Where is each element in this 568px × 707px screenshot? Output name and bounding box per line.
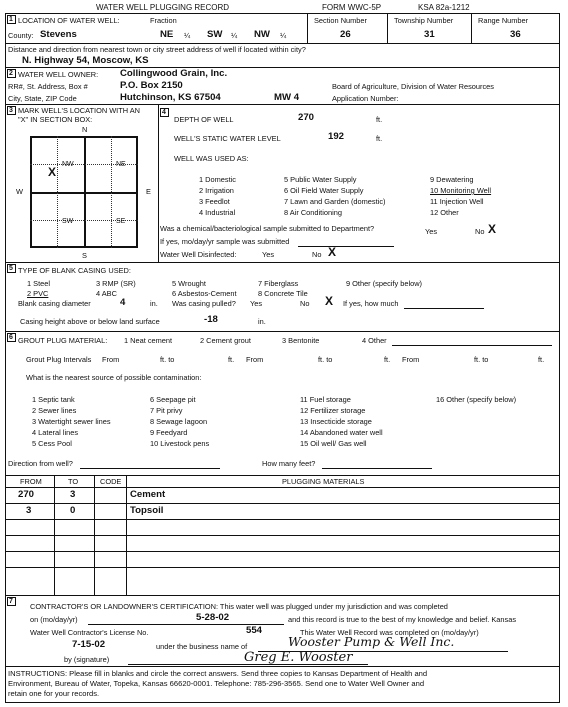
certification-text: CONTRACTOR'S OR LANDOWNER'S CERTIFICATION: This water well was plugged under my jurisdiction and was completed (30, 602, 448, 611)
source-9[interactable]: 9 Feedyard (150, 428, 188, 437)
casing-pulled-label: Was casing pulled? (172, 299, 236, 308)
table-row-1-from[interactable]: 270 (18, 489, 35, 500)
owner-label: WATER WELL OWNER: (18, 70, 99, 79)
disinfected-no[interactable]: No (312, 250, 322, 259)
quadrant-ne: NE (116, 161, 126, 168)
source-3[interactable]: 3 Watertight sewer lines (32, 417, 111, 426)
casing-type-label: TYPE OF BLANK CASING USED: (18, 266, 131, 275)
quarter-mark-2: ¼ (231, 31, 238, 40)
table-header-to: TO (68, 477, 79, 486)
township-value[interactable]: 31 (424, 29, 435, 40)
table-header-code: CODE (100, 477, 122, 486)
range-value[interactable]: 36 (510, 29, 521, 40)
table-row-2-from[interactable]: 3 (26, 505, 32, 516)
interval-3-ft: ft. (538, 355, 545, 364)
mw-value[interactable]: MW 4 (274, 92, 300, 103)
section-5-number: 5 (7, 264, 16, 273)
grout-4[interactable]: 4 Other (362, 336, 387, 345)
casing-2-selected[interactable]: 2 PVC (27, 289, 49, 298)
distance-label: Distance and direction from nearest town or city street address of well if located within city? (8, 45, 306, 54)
casing-3[interactable]: 3 RMP (SR) (96, 279, 136, 288)
interval-2-to: ft. to (318, 355, 333, 364)
grout-material-label: GROUT PLUG MATERIAL: (18, 336, 108, 345)
section-value[interactable]: 26 (340, 29, 351, 40)
address-value[interactable]: P.O. Box 2150 (120, 80, 183, 91)
table-header-materials: PLUGGING MATERIALS (282, 477, 365, 486)
use-1[interactable]: 1 Domestic (199, 175, 236, 184)
casing-height-value[interactable]: -18 (204, 314, 218, 325)
static-level-unit: ft. (376, 134, 383, 143)
use-3[interactable]: 3 Feedlot (199, 197, 230, 206)
source-8[interactable]: 8 Sewage lagoon (150, 417, 208, 426)
casing-diameter-label: Blank casing diameter (18, 299, 91, 308)
instructions-line-1: INSTRUCTIONS: Please fill in blanks and circle the correct answers. Send three copies to Kansas Department of Health and (8, 669, 428, 678)
record-date[interactable]: 7-15-02 (72, 639, 106, 650)
how-many-feet-label: How many feet? (262, 459, 316, 468)
casing-1[interactable]: 1 Steel (27, 279, 51, 288)
south-label: S (82, 251, 87, 260)
form-number: FORM WWC-5P (322, 3, 382, 12)
casing-4[interactable]: 4 ABC (96, 289, 117, 298)
source-16[interactable]: 16 Other (specify below) (436, 395, 517, 404)
instructions-line-3: retain one for your records. (8, 689, 100, 698)
casing-pulled-yes[interactable]: Yes (250, 299, 263, 308)
fraction-label: Fraction (150, 16, 177, 25)
use-10-selected[interactable]: 10 Monitoring Well (430, 186, 492, 195)
range-label: Range Number (478, 16, 529, 25)
owner-value[interactable]: Collingwood Grain, Inc. (120, 68, 228, 79)
section-4-number: 4 (160, 108, 169, 117)
interval-1-from: From (102, 355, 120, 364)
board-label: Board of Agriculture, Division of Water Resources (332, 82, 494, 91)
location-label: LOCATION OF WATER WELL: (18, 16, 120, 25)
section-6-number: 6 (7, 333, 16, 342)
form-title: WATER WELL PLUGGING RECORD (96, 3, 230, 12)
interval-2-ft: ft. (384, 355, 391, 364)
source-15[interactable]: 15 Oil well/ Gas well (300, 439, 367, 448)
record-completed-label: This Water Well Record was completed on (mo/day/yr) (300, 628, 479, 637)
table-header-from: FROM (20, 477, 42, 486)
source-13[interactable]: 13 Insecticide storage (300, 417, 372, 426)
license-value[interactable]: 554 (246, 625, 263, 636)
completed-on-label: on (mo/day/yr) (30, 615, 78, 624)
use-4[interactable]: 4 Industrial (199, 208, 236, 217)
use-5[interactable]: 5 Public Water Supply (284, 175, 357, 184)
static-level-value[interactable]: 192 (328, 131, 345, 142)
section-1-number: 1 (7, 15, 16, 24)
use-9[interactable]: 9 Dewatering (430, 175, 474, 184)
table-row-1-to[interactable]: 3 (70, 489, 76, 500)
casing-pulled-no[interactable]: No (300, 299, 310, 308)
disinfected-yes[interactable]: Yes (262, 250, 275, 259)
casing-7[interactable]: 7 Fiberglass (258, 279, 299, 288)
interval-1-ft: ft. (228, 355, 235, 364)
casing-diameter-unit: in. (150, 299, 158, 308)
quadrant-se: SE (116, 218, 126, 225)
township-label: Township Number (394, 16, 454, 25)
address-label: RR#, St. Address, Box # (8, 82, 88, 91)
section-2-number: 2 (7, 69, 16, 78)
casing-8[interactable]: 8 Concrete Tile (258, 289, 308, 298)
city-value[interactable]: Hutchinson, KS 67504 (120, 92, 221, 103)
county-value[interactable]: Stevens (40, 29, 77, 40)
table-row-1-material[interactable]: Cement (130, 489, 166, 500)
mark-location-label-1: MARK WELL'S LOCATION WITH AN (18, 106, 141, 115)
contamination-question: What is the nearest source of possible contamination: (26, 373, 202, 382)
instructions-line-2: Environment, Bureau of Water, Topeka, Kansas 66620-0001. Telephone: 785-296-3565. Send one to Water Well Owner and (8, 679, 425, 688)
source-1[interactable]: 1 Septic tank (32, 395, 75, 404)
casing-height-unit: in. (258, 317, 266, 326)
quarter-mark-3: ¼ (280, 31, 287, 40)
source-6[interactable]: 6 Seepage pit (150, 395, 196, 404)
grout-intervals-label: Grout Plug Intervals (26, 355, 92, 364)
casing-diameter-value[interactable]: 4 (120, 297, 126, 308)
static-level-label: WELL'S STATIC WATER LEVEL (174, 134, 281, 143)
chem-sample-question: Was a chemical/bacteriological sample submitted to Department? (160, 224, 375, 233)
business-name-label: under the business name of (156, 642, 248, 651)
quadrant-nw: NW (62, 161, 74, 168)
source-4[interactable]: 4 Lateral lines (32, 428, 79, 437)
west-label: W (16, 187, 23, 196)
chem-no-mark[interactable]: X (488, 222, 497, 236)
grout-2[interactable]: 2 Cement grout (200, 336, 251, 345)
disinfected-label: Water Well Disinfected: (160, 250, 237, 259)
source-12[interactable]: 12 Fertilizer storage (300, 406, 366, 415)
quarter-mark-1: ¼ (184, 31, 191, 40)
quarter-1[interactable]: NE (160, 29, 174, 40)
source-10[interactable]: 10 Livestock pens (150, 439, 210, 448)
use-12[interactable]: 12 Other (430, 208, 459, 217)
interval-2-from: From (246, 355, 264, 364)
quarter-2[interactable]: SW (207, 29, 223, 40)
quarter-3[interactable]: NW (254, 29, 270, 40)
source-5[interactable]: 5 Cess Pool (32, 439, 72, 448)
direction-label: Direction from well? (8, 459, 73, 468)
signature[interactable]: Greg E. Wooster (244, 650, 353, 665)
source-14[interactable]: 14 Abandoned water well (300, 428, 383, 437)
depth-label: DEPTH OF WELL (174, 115, 234, 124)
source-11[interactable]: 11 Fuel storage (300, 395, 351, 404)
business-name-handwritten[interactable]: Wooster Pump & Well Inc. (288, 634, 455, 649)
distance-value[interactable]: N. Highway 54, Moscow, KS (22, 55, 149, 66)
north-label: N (82, 125, 88, 134)
table-row-2-to[interactable]: 0 (70, 505, 76, 516)
record-true-text: and this record is true to the best of my knowledge and belief. Kansas (288, 615, 517, 624)
grout-3[interactable]: 3 Bentonite (282, 336, 320, 345)
interval-3-to: ft. to (474, 355, 489, 364)
use-7[interactable]: 7 Lawn and Garden (domestic) (284, 197, 386, 206)
well-location-mark[interactable]: X (48, 165, 57, 179)
chem-no[interactable]: No (475, 227, 485, 236)
interval-3-from: From (402, 355, 420, 364)
casing-height-label: Casing height above or below land surface (20, 317, 160, 326)
section-number-label: Section Number (314, 16, 367, 25)
casing-9[interactable]: 9 Other (specify below) (346, 279, 422, 288)
use-11[interactable]: 11 Injection Well (430, 197, 484, 206)
table-row-2-material[interactable]: Topsoil (130, 505, 164, 516)
license-label: Water Well Contractor's License No. (30, 628, 149, 637)
ksa-number: KSA 82a-1212 (418, 3, 470, 12)
casing-5[interactable]: 5 Wrought (172, 279, 206, 288)
east-label: E (146, 187, 151, 196)
section-7-number: 7 (7, 597, 16, 606)
sample-date-label: If yes, mo/day/yr sample was submitted (160, 237, 290, 246)
how-much-label: If yes, how much (343, 299, 399, 308)
quadrant-sw: SW (62, 218, 74, 225)
casing-6[interactable]: 6 Asbestos-Cement (172, 289, 237, 298)
grout-1[interactable]: 1 Neat cement (124, 336, 173, 345)
use-8[interactable]: 8 Air Conditioning (284, 208, 342, 217)
depth-unit: ft. (376, 115, 383, 124)
chem-yes[interactable]: Yes (425, 227, 438, 236)
completed-date[interactable]: 5-28-02 (196, 612, 230, 623)
use-6[interactable]: 6 Oil Field Water Supply (284, 186, 364, 195)
depth-value[interactable]: 270 (298, 112, 315, 123)
application-label: Application Number: (332, 94, 399, 103)
mark-location-label-2: "X" IN SECTION BOX: (18, 115, 93, 124)
casing-pulled-no-mark[interactable]: X (325, 294, 334, 308)
source-7[interactable]: 7 Pit privy (150, 406, 183, 415)
section-3-number: 3 (7, 106, 16, 115)
signature-label: by (signature) (64, 655, 110, 664)
disinfected-no-mark[interactable]: X (328, 245, 337, 259)
county-label: County: (8, 31, 34, 40)
used-as-label: WELL WAS USED AS: (174, 154, 249, 163)
source-2[interactable]: 2 Sewer lines (32, 406, 77, 415)
interval-1-to: ft. to (160, 355, 175, 364)
use-2[interactable]: 2 Irrigation (199, 186, 234, 195)
city-label: City, State, ZIP Code (8, 94, 77, 103)
